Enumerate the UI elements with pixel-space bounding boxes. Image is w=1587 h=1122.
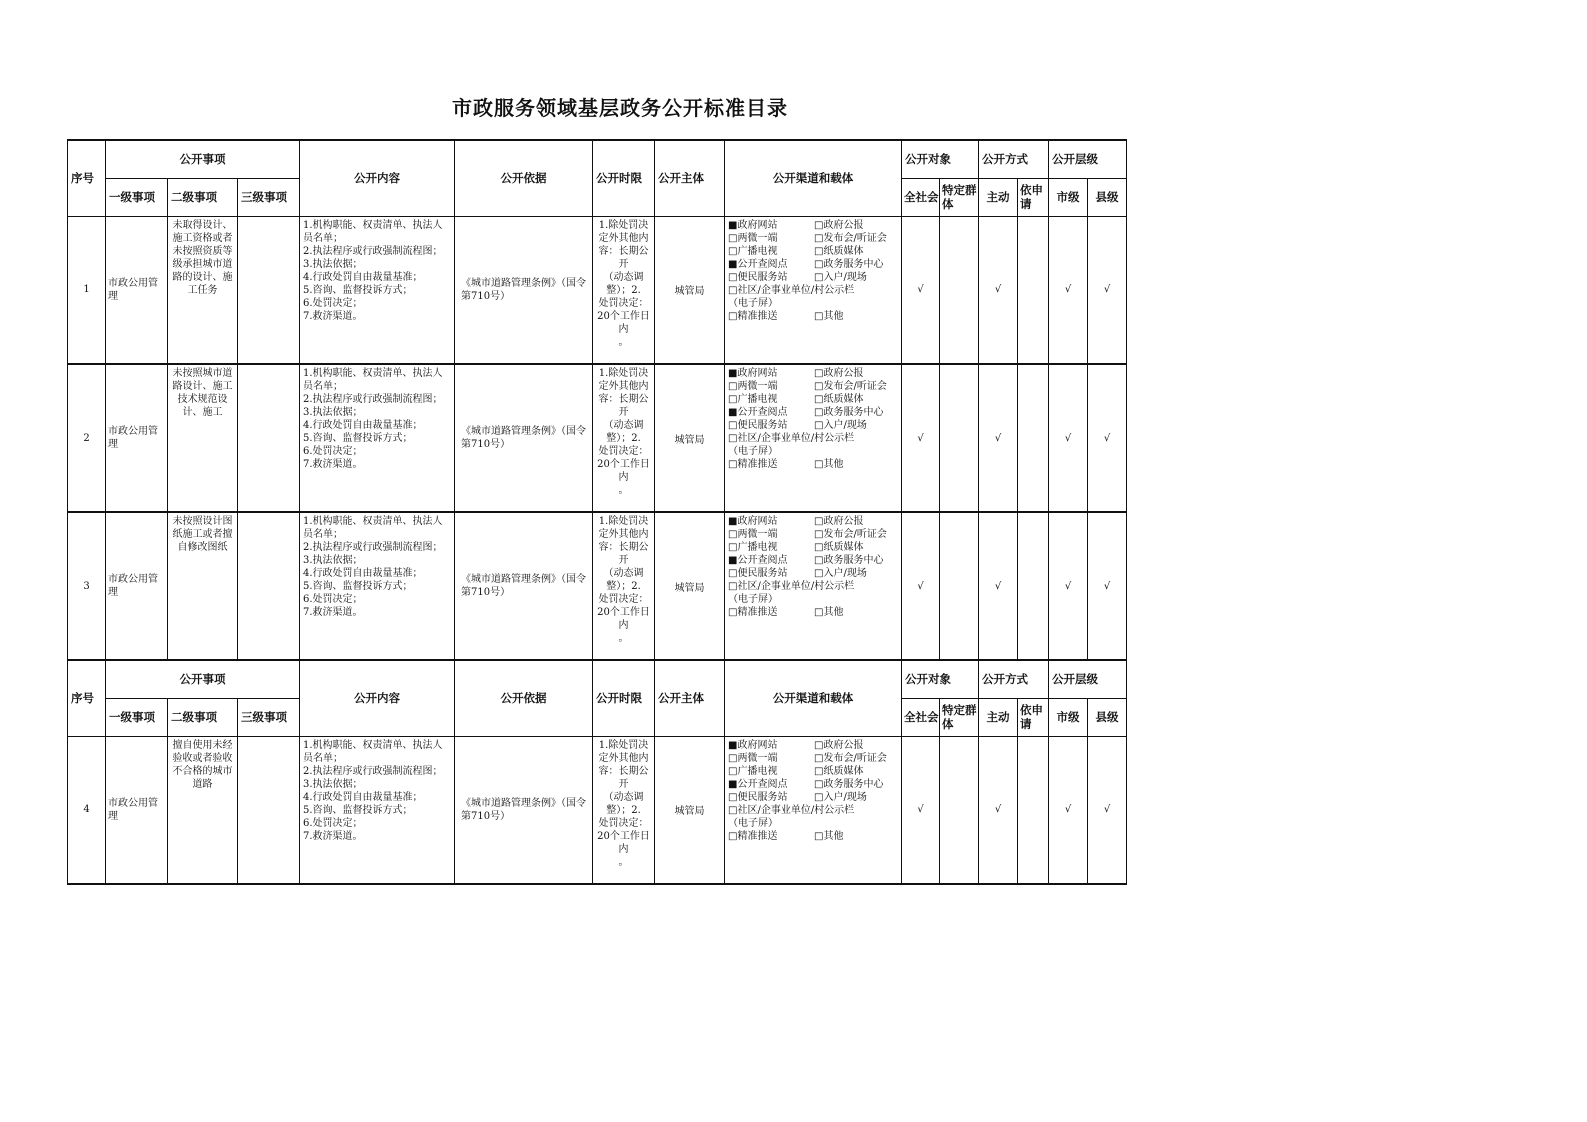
channel-option: □其他	[814, 607, 844, 618]
channel-option: □广播电视	[728, 394, 778, 405]
content-line: 7.救济渠道。	[303, 459, 363, 470]
row-channels	[725, 216, 902, 364]
row-level1: 市政公用管理	[106, 364, 168, 512]
time-limit-line: 处罚决定：	[598, 594, 649, 605]
channel-option: □入户/现场	[814, 791, 867, 803]
header-target: 公开对象	[902, 140, 979, 178]
header-seq: 序号	[68, 660, 106, 736]
header-time-limit: 公开时限	[593, 660, 655, 736]
channel-option: □精准推送	[728, 830, 778, 842]
time-limit-line: 开	[618, 407, 629, 418]
header-target-all: 全社会	[902, 698, 940, 736]
time-limit-line: 。	[618, 336, 629, 348]
channel-option: （电子屏）	[728, 446, 778, 457]
row-basis: 《城市道路管理条例》（国令第710号）	[455, 364, 593, 512]
time-limit-line: 整）；2.	[606, 433, 641, 444]
header-items: 公开事项	[106, 140, 300, 178]
time-limit-line: 容：长期公	[598, 394, 649, 405]
time-limit-line: 容：长期公	[598, 765, 649, 777]
content-line: 2.执法程序或行政强制流程图；	[303, 394, 443, 405]
content-line: 7.救济渠道。	[303, 830, 363, 842]
row-level3	[238, 736, 300, 884]
header-method: 公开方式	[979, 140, 1049, 178]
channel-option: （电子屏）	[728, 817, 778, 829]
header-level3: 三级事项	[238, 698, 300, 736]
mark-method-active: √	[979, 216, 1018, 364]
header-subject: 公开主体	[655, 660, 725, 736]
channel-option: ■公开查阅点	[728, 555, 788, 566]
content-line: 1.机构职能、权责清单、执法人	[303, 219, 443, 231]
channel-option: □发布会/听证会	[814, 752, 887, 764]
content-line: 5.咨询、监督投诉方式；	[303, 804, 413, 816]
header-tier-county: 县级	[1088, 698, 1127, 736]
row-level2: 擅自使用未经验收或者验收不合格的城市道路	[168, 736, 238, 884]
row-content	[300, 736, 455, 884]
channel-option: □两微一端	[728, 529, 778, 540]
time-limit-line: 1.除处罚决	[598, 219, 649, 231]
row-time-limit	[593, 216, 655, 364]
time-limit-line: 20个工作日	[597, 310, 650, 322]
content-line: 4.行政处罚自由裁量基准；	[303, 791, 423, 803]
channel-option: □政务服务中心	[814, 778, 884, 790]
channel-option: □社区/企事业单位/村公示栏	[728, 804, 855, 816]
time-limit-line: （动态调	[603, 420, 644, 431]
table-row	[68, 736, 1127, 884]
channel-option: □广播电视	[728, 245, 778, 257]
content-line: 7.救济渠道。	[303, 310, 363, 322]
channel-option: ■政府网站	[728, 368, 778, 379]
mark-method-active: √	[979, 736, 1018, 884]
header-target-specific: 特定群体	[940, 178, 979, 216]
row-time-limit	[593, 512, 655, 660]
content-line: 4.行政处罚自由裁量基准；	[303, 271, 423, 283]
header-tier: 公开层级	[1049, 660, 1127, 698]
content-line: 5.咨询、监督投诉方式；	[303, 284, 413, 296]
content-line: 3.执法依据；	[303, 778, 363, 790]
row-time-limit	[593, 736, 655, 884]
header-content: 公开内容	[300, 140, 455, 216]
header-items: 公开事项	[106, 660, 300, 698]
time-limit-line: 1.除处罚决	[598, 368, 649, 379]
row-basis: 《城市道路管理条例》（国令第710号）	[455, 512, 593, 660]
row-basis: 《城市道路管理条例》（国令第710号）	[455, 736, 593, 884]
content-line: 员名单；	[303, 232, 343, 244]
header-channels: 公开渠道和载体	[725, 140, 902, 216]
content-line: 4.行政处罚自由裁量基准；	[303, 420, 423, 431]
row-content	[300, 512, 455, 660]
mark-tier-county: √	[1088, 512, 1127, 660]
mark-tier-city: √	[1049, 364, 1088, 512]
row-level2: 未按照设计图纸施工或者擅自修改图纸	[168, 512, 238, 660]
content-line: 6.处罚决定；	[303, 446, 363, 457]
channel-option: □政府公报	[814, 219, 864, 231]
channel-option: □精准推送	[728, 459, 778, 470]
channel-option: □广播电视	[728, 765, 778, 777]
mark-method-active: √	[979, 512, 1018, 660]
row-seq: 2	[68, 364, 106, 512]
row-level3	[238, 216, 300, 364]
mark-tier-city: √	[1049, 736, 1088, 884]
header-tier: 公开层级	[1049, 140, 1127, 178]
time-limit-line: 处罚决定：	[598, 817, 649, 829]
header-method-active: 主动	[979, 178, 1018, 216]
page-title: 市政服务领域基层政务公开标准目录	[452, 96, 788, 120]
mark-method-active: √	[979, 364, 1018, 512]
channel-option: ■政府网站	[728, 739, 778, 751]
channel-option: □社区/企事业单位/村公示栏	[728, 284, 855, 296]
header-level1: 一级事项	[106, 178, 168, 216]
row-channels	[725, 736, 902, 884]
row-subject: 城管局	[655, 364, 725, 512]
header-subject: 公开主体	[655, 140, 725, 216]
row-subject: 城管局	[655, 216, 725, 364]
header-tier-city: 市级	[1049, 178, 1088, 216]
content-line: 2.执法程序或行政强制流程图；	[303, 765, 443, 777]
time-limit-line: 开	[618, 555, 629, 566]
table-row	[68, 216, 1127, 364]
channel-option: □两微一端	[728, 752, 778, 764]
table-row	[68, 512, 1127, 660]
content-line: 4.行政处罚自由裁量基准；	[303, 568, 423, 579]
time-limit-line: 1.除处罚决	[598, 516, 649, 527]
mark-method-apply	[1018, 512, 1049, 660]
content-line: 3.执法依据；	[303, 258, 363, 270]
content-line: 员名单；	[303, 752, 343, 764]
row-basis: 《城市道路管理条例》（国令第710号）	[455, 216, 593, 364]
time-limit-line: 定外其他内	[598, 752, 649, 764]
channel-option: □政府公报	[814, 739, 864, 751]
channel-option: □其他	[814, 310, 844, 322]
time-limit-line: 20个工作日	[597, 830, 650, 842]
time-limit-line: 处罚决定：	[598, 297, 649, 309]
time-limit-line: 容：长期公	[598, 542, 649, 553]
time-limit-line: 内	[618, 472, 629, 483]
row-channels	[725, 364, 902, 512]
channel-option: □精准推送	[728, 310, 778, 322]
time-limit-line: 整）；2.	[606, 804, 641, 816]
channel-option: □其他	[814, 459, 844, 470]
row-level1: 市政公用管理	[106, 512, 168, 660]
channel-option: □纸质媒体	[814, 542, 864, 553]
time-limit-line: 整）；2.	[606, 581, 641, 592]
mark-tier-city: √	[1049, 512, 1088, 660]
header-tier-county: 县级	[1088, 178, 1127, 216]
mark-target-all: √	[902, 216, 940, 364]
row-level3	[238, 512, 300, 660]
row-seq: 4	[68, 736, 106, 884]
channel-option: □政务服务中心	[814, 555, 884, 566]
row-level2: 未取得设计、施工资格或者未按照资质等级承担城市道路的设计、施工任务	[168, 216, 238, 364]
channel-option: （电子屏）	[728, 297, 778, 309]
channel-option: □政务服务中心	[814, 407, 884, 418]
mark-method-apply	[1018, 216, 1049, 364]
channel-option: □便民服务站	[728, 420, 788, 431]
mark-tier-county: √	[1088, 736, 1127, 884]
mark-target-specific	[940, 216, 979, 364]
channel-option: □发布会/听证会	[814, 529, 887, 540]
channel-option: （电子屏）	[728, 594, 778, 605]
time-limit-line: 20个工作日	[597, 607, 650, 618]
mark-method-apply	[1018, 736, 1049, 884]
content-line: 1.机构职能、权责清单、执法人	[303, 739, 443, 751]
content-line: 6.处罚决定；	[303, 594, 363, 605]
row-level3	[238, 364, 300, 512]
channel-option: ■公开查阅点	[728, 407, 788, 418]
mark-tier-county: √	[1088, 364, 1127, 512]
row-subject: 城管局	[655, 736, 725, 884]
channel-option: □政府公报	[814, 368, 864, 379]
time-limit-line: 。	[618, 633, 629, 644]
table-row	[68, 364, 1127, 512]
header-target-specific: 特定群体	[940, 698, 979, 736]
header-target-all: 全社会	[902, 178, 940, 216]
header-content: 公开内容	[300, 660, 455, 736]
row-seq: 3	[68, 512, 106, 660]
channel-option: □纸质媒体	[814, 765, 864, 777]
mark-target-all: √	[902, 512, 940, 660]
channel-option: □发布会/听证会	[814, 381, 887, 392]
channel-option: □纸质媒体	[814, 245, 864, 257]
time-limit-line: （动态调	[603, 271, 644, 283]
time-limit-line: 定外其他内	[598, 529, 649, 540]
channel-option: □便民服务站	[728, 568, 788, 579]
content-line: 3.执法依据；	[303, 555, 363, 566]
channel-option: □便民服务站	[728, 271, 788, 283]
channel-option: □入户/现场	[814, 420, 867, 431]
content-line: 5.咨询、监督投诉方式；	[303, 581, 413, 592]
time-limit-line: 1.除处罚决	[598, 739, 649, 751]
channel-option: □其他	[814, 830, 844, 842]
content-line: 员名单；	[303, 381, 343, 392]
header-tier-city: 市级	[1049, 698, 1088, 736]
channel-option: □入户/现场	[814, 568, 867, 579]
channel-option: ■政府网站	[728, 516, 778, 527]
mark-target-specific	[940, 364, 979, 512]
channel-option: □精准推送	[728, 607, 778, 618]
time-limit-line: （动态调	[603, 568, 644, 579]
header-target: 公开对象	[902, 660, 979, 698]
time-limit-line: 。	[618, 485, 629, 496]
channel-option: □政府公报	[814, 516, 864, 527]
time-limit-line: 定外其他内	[598, 381, 649, 392]
header-method: 公开方式	[979, 660, 1049, 698]
row-content	[300, 364, 455, 512]
time-limit-line: 。	[618, 856, 629, 868]
channel-option: □两微一端	[728, 381, 778, 392]
time-limit-line: 内	[618, 843, 629, 855]
mark-method-apply	[1018, 364, 1049, 512]
channel-option: □广播电视	[728, 542, 778, 553]
header-basis: 公开依据	[455, 660, 593, 736]
mark-tier-city: √	[1049, 216, 1088, 364]
content-line: 1.机构职能、权责清单、执法人	[303, 368, 443, 379]
content-line: 员名单；	[303, 529, 343, 540]
channel-option: □社区/企事业单位/村公示栏	[728, 433, 855, 444]
header-basis: 公开依据	[455, 140, 593, 216]
content-line: 5.咨询、监督投诉方式；	[303, 433, 413, 444]
row-seq: 1	[68, 216, 106, 364]
channel-option: □政务服务中心	[814, 258, 884, 270]
disclosure-table-part-2	[67, 659, 1127, 885]
channel-option: ■公开查阅点	[728, 258, 788, 270]
row-content	[300, 216, 455, 364]
time-limit-line: 容：长期公	[598, 245, 649, 257]
content-line: 3.执法依据；	[303, 407, 363, 418]
channel-option: ■公开查阅点	[728, 778, 788, 790]
header-seq: 序号	[68, 140, 106, 216]
row-subject: 城管局	[655, 512, 725, 660]
row-level1: 市政公用管理	[106, 216, 168, 364]
content-line: 6.处罚决定；	[303, 817, 363, 829]
time-limit-line: 定外其他内	[598, 232, 649, 244]
mark-tier-county: √	[1088, 216, 1127, 364]
time-limit-line: （动态调	[603, 791, 644, 803]
channel-option: □社区/企事业单位/村公示栏	[728, 581, 855, 592]
header-method-active: 主动	[979, 698, 1018, 736]
mark-target-specific	[940, 736, 979, 884]
header-level2: 二级事项	[168, 698, 238, 736]
content-line: 6.处罚决定；	[303, 297, 363, 309]
time-limit-line: 20个工作日	[597, 459, 650, 470]
row-level2: 未按照城市道路设计、施工技术规范设计、施工	[168, 364, 238, 512]
header-method-apply: 依申请	[1018, 178, 1049, 216]
channel-option: □入户/现场	[814, 271, 867, 283]
content-line: 1.机构职能、权责清单、执法人	[303, 516, 443, 527]
row-time-limit	[593, 364, 655, 512]
mark-target-all: √	[902, 364, 940, 512]
row-channels	[725, 512, 902, 660]
channel-option: □两微一端	[728, 232, 778, 244]
mark-target-all: √	[902, 736, 940, 884]
header-method-apply: 依申请	[1018, 698, 1049, 736]
time-limit-line: 处罚决定：	[598, 446, 649, 457]
header-level2: 二级事项	[168, 178, 238, 216]
time-limit-line: 内	[618, 323, 629, 335]
content-line: 7.救济渠道。	[303, 607, 363, 618]
header-time-limit: 公开时限	[593, 140, 655, 216]
time-limit-line: 内	[618, 620, 629, 631]
header-channels: 公开渠道和载体	[725, 660, 902, 736]
header-level3: 三级事项	[238, 178, 300, 216]
content-line: 2.执法程序或行政强制流程图；	[303, 245, 443, 257]
channel-option: □便民服务站	[728, 791, 788, 803]
channel-option: □发布会/听证会	[814, 232, 887, 244]
content-line: 2.执法程序或行政强制流程图；	[303, 542, 443, 553]
row-level1: 市政公用管理	[106, 736, 168, 884]
channel-option: □纸质媒体	[814, 394, 864, 405]
time-limit-line: 开	[618, 778, 629, 790]
header-level1: 一级事项	[106, 698, 168, 736]
mark-target-specific	[940, 512, 979, 660]
channel-option: ■政府网站	[728, 219, 778, 231]
time-limit-line: 开	[618, 258, 629, 270]
time-limit-line: 整）；2.	[606, 284, 641, 296]
disclosure-table-part-1	[67, 139, 1127, 661]
